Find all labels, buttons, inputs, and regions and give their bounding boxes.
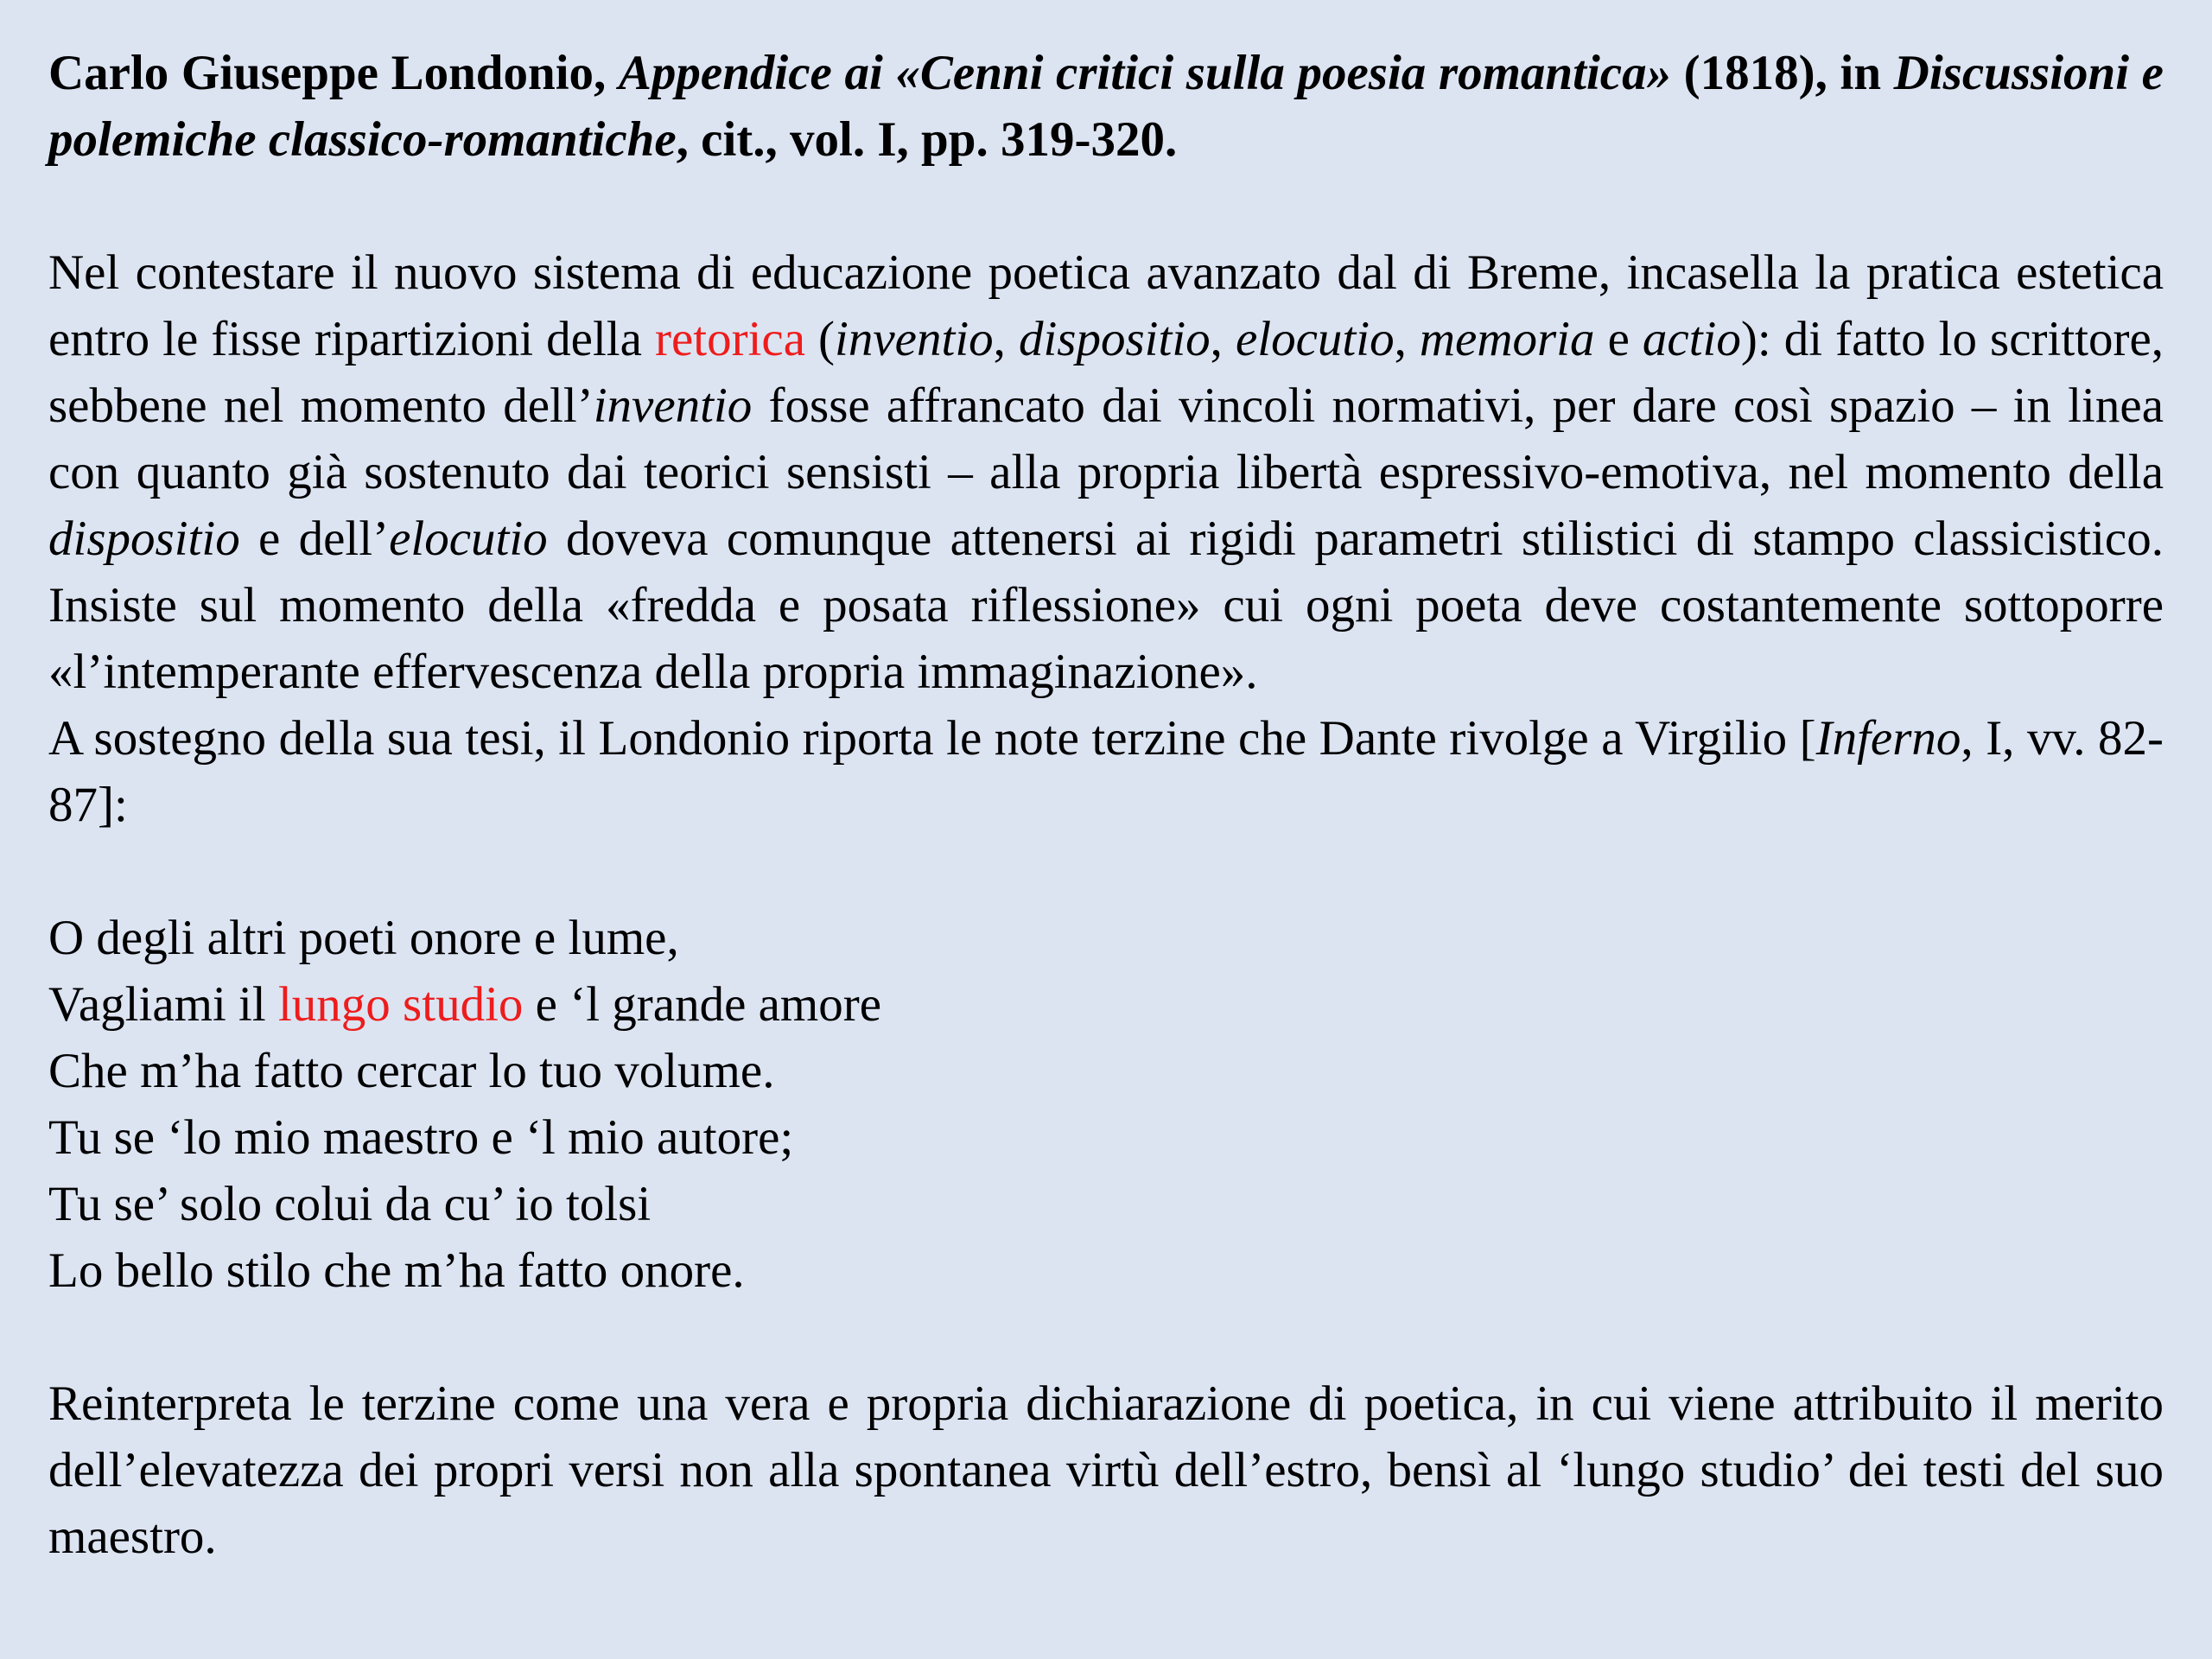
paragraph-text: doveva comunque attenersi ai rigidi parametri stilistici di stampo classicistico. Insiste sul momento della «fredda e posata riflessione» cui ogni poeta deve costantemente sottoporre «l’intemperante effervescenza della propria immaginazione».	[48, 512, 2164, 699]
highlight-lungo-studio: lungo studio	[277, 977, 524, 1032]
paragraph-text: e dell’	[239, 512, 390, 566]
paragraph-text: fosse affrancato dai vincoli normativi, per dare così spazio – in linea con quanto già sostenuto dai teorici sensisti – alla propria libertà espressivo-emotiva, nel momento della	[48, 378, 2164, 499]
term-actio: actio	[1642, 312, 1741, 366]
verse-line: Che m’ha fatto cercar lo tuo volume.	[48, 1044, 775, 1098]
term-dispositio: dispositio	[1018, 312, 1211, 366]
verse-line: Tu se’ solo colui da cu’ io tolsi	[48, 1177, 652, 1231]
slide-content	[48, 40, 2164, 1570]
verse-line	[48, 971, 2164, 1038]
verse-text: e ‘l grande amore	[523, 977, 882, 1032]
spacer	[48, 838, 2164, 905]
verse-line: Lo bello stilo che m’ha fatto onore.	[48, 1243, 745, 1298]
separator: ,	[993, 312, 1019, 366]
paragraph-dante-intro	[48, 705, 2164, 838]
paragraph-text: A sostegno della sua tesi, il Londonio riporta le note terzine che Dante rivolge a Virgilio [	[48, 711, 1816, 766]
verse-line: Tu se ‘lo mio maestro e ‘l mio autore;	[48, 1110, 794, 1165]
term-elocutio: elocutio	[389, 512, 548, 566]
heading-citation: , cit., vol. I, pp. 319-320.	[676, 112, 1178, 167]
paragraph-rhetoric	[48, 239, 2164, 705]
separator: e	[1594, 312, 1643, 366]
term-memoria: memoria	[1419, 312, 1595, 366]
term-elocutio: elocutio	[1235, 312, 1395, 366]
highlight-retorica: retorica	[654, 312, 806, 366]
heading-work-title: Appendice ai «Cenni critici sulla poesia romantica»	[618, 46, 1672, 100]
verse-quotation	[48, 905, 2164, 1304]
term-inferno: Inferno	[1815, 711, 1961, 766]
separator: ,	[1210, 312, 1236, 366]
separator: ,	[1394, 312, 1420, 366]
paragraph-text: ): di fatto lo scrittore, sebbene nel momento dell’	[48, 312, 2164, 433]
term-inventio: inventio	[835, 312, 994, 366]
heading-collection-title: Discussioni e polemiche classico-romantiche	[48, 46, 2164, 167]
paragraph-conclusion: Reinterpreta le terzine come una vera e propria dichiarazione di poetica, in cui viene attribuito il merito dell’elevatezza dei propri versi non alla spontanea virtù dell’estro, bensì al ‘lungo studio’ dei testi del suo maestro.	[48, 1376, 2164, 1564]
term-inventio: inventio	[593, 378, 753, 433]
verse-line: O degli altri poeti onore e lume,	[48, 911, 679, 965]
heading-year: (1818), in	[1671, 46, 1894, 100]
paragraph-text: , I, vv. 82-87]:	[48, 711, 2164, 832]
verse-text: Vagliami il	[48, 977, 278, 1032]
heading-author: Carlo Giuseppe Londonio,	[48, 46, 607, 100]
spacer	[48, 173, 2164, 239]
paragraph-text: (	[805, 312, 836, 366]
bibliographic-heading	[48, 40, 2164, 173]
paragraph-text: Nel contestare il nuovo sistema di educazione poetica avanzato dal di Breme, incasella la pratica estetica entro le fisse ripartizioni della	[48, 245, 2164, 366]
term-dispositio: dispositio	[48, 512, 240, 566]
spacer	[48, 1304, 2164, 1370]
